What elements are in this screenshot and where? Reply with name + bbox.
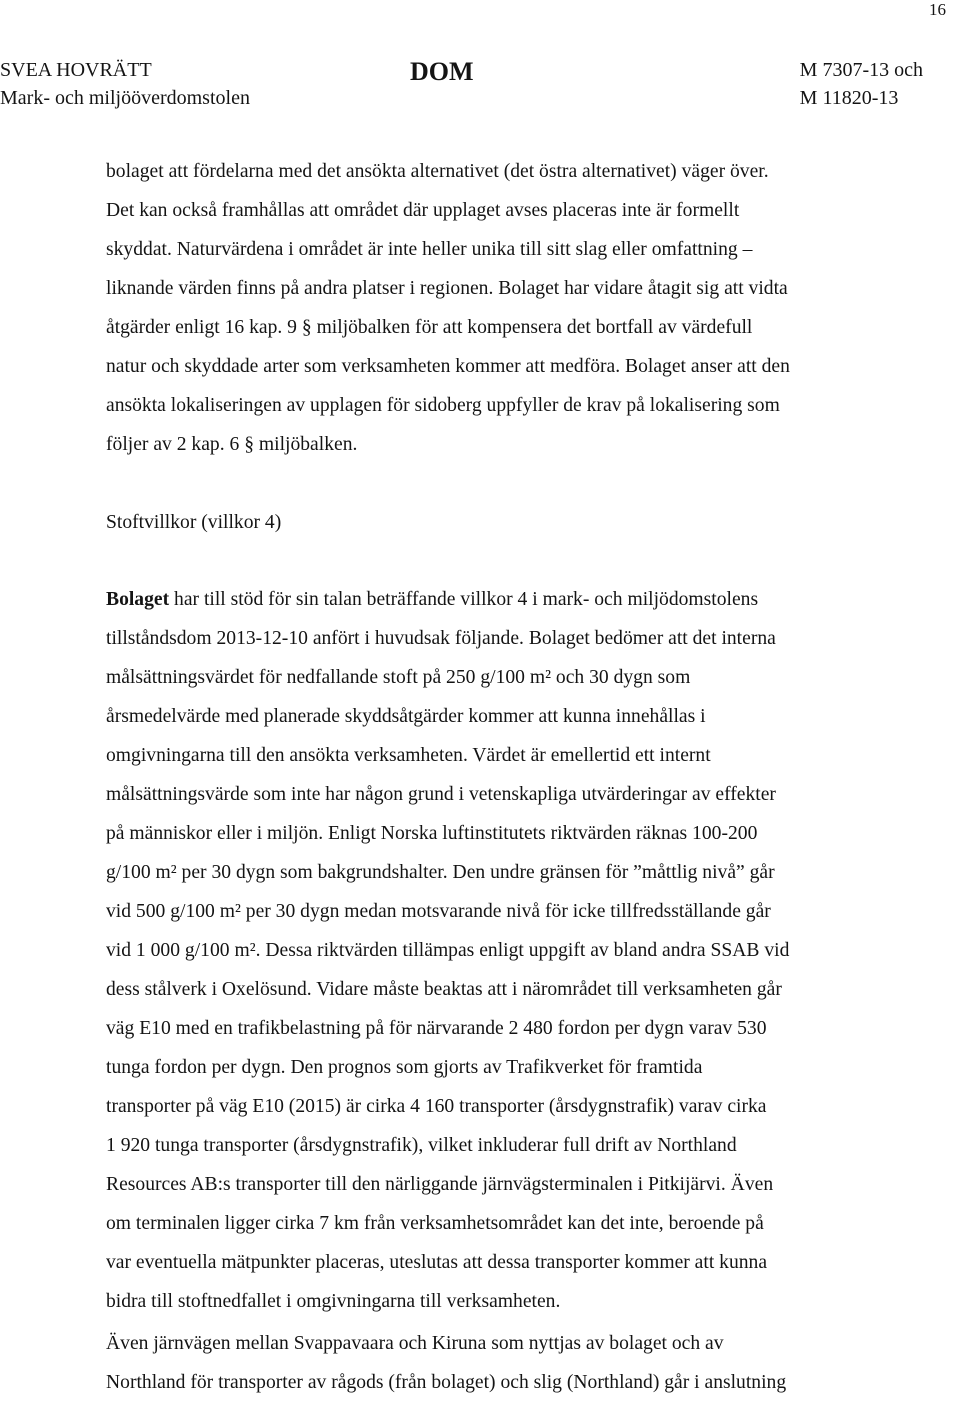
text-line: omgivningarna till den ansökta verksamheten. Värdet är emellertid ett internt <box>106 745 711 766</box>
court-name-line-1: SVEA HOVRÄTT <box>0 59 152 81</box>
case-number-line-2: M 11820-13 <box>799 87 899 109</box>
text-line: väg E10 med en trafikbelastning på för närvarande 2 480 fordon per dygn varav 530 <box>106 1018 767 1039</box>
text-line: årsmedelvärde med planerade skyddsåtgärder kommer att kunna innehållas i <box>106 706 706 727</box>
text-line: ansökta lokaliseringen av upplagen för sidoberg uppfyller de krav på lokalisering som <box>106 395 780 416</box>
text-line: natur och skyddade arter som verksamheten kommer att medföra. Bolaget anser att den <box>106 356 790 377</box>
court-name-line-2: Mark- och miljööverdomstolen <box>0 87 250 109</box>
text-line: Det kan också framhållas att området där upplaget avses placeras inte är formellt <box>106 200 740 221</box>
text-line: bidra till stoftnedfallet i omgivningarna till verksamheten. <box>106 1291 561 1312</box>
text-line: bolaget att fördelarna med det ansökta alternativet (det östra alternativet) väger över. <box>106 161 769 182</box>
text-line: Northland för transporter av rågods (från bolaget) och slig (Northland) går i anslutning <box>106 1372 787 1393</box>
text-line: tillståndsdom 2013-12-10 anfört i huvudsak följande. Bolaget bedömer att det interna <box>106 628 776 649</box>
text-line-rest: har till stöd för sin talan beträffande villkor 4 i mark- och miljödomstolens <box>169 589 759 610</box>
text-line: målsättningsvärde som inte har någon grund i vetenskapliga utvärderingar av effekter <box>106 784 776 805</box>
case-number <box>800 56 923 112</box>
text-line: åtgärder enligt 16 kap. 9 § miljöbalken för att kompensera det bortfall av värdefull <box>106 317 753 338</box>
text-line: dess stålverk i Oxelösund. Vidare måste beaktas att i närområdet till verksamheten går <box>106 979 782 1000</box>
section-heading: Stoftvillkor (villkor 4) <box>106 512 282 533</box>
text-line: 1 920 tunga transporter (årsdygnstrafik), vilket inkluderar full drift av Northland <box>106 1135 737 1156</box>
text-line: följer av 2 kap. 6 § miljöbalken. <box>106 434 358 455</box>
paragraph-2 <box>106 580 926 1321</box>
bold-lead-word: Bolaget <box>106 589 170 610</box>
text-line: liknande värden finns på andra platser i regionen. Bolaget har vidare åtagit sig att vidta <box>106 278 788 299</box>
text-line: på människor eller i miljön. Enligt Norska luftinstitutets riktvärden räknas 100-200 <box>106 823 758 844</box>
text-line: transporter på väg E10 (2015) är cirka 4 160 transporter (årsdygnstrafik) varav cirka <box>106 1096 767 1117</box>
document-type: DOM <box>410 57 474 86</box>
text-line: skyddat. Naturvärdena i området är inte heller unika till sitt slag eller omfattning – <box>106 239 753 260</box>
text-line: vid 500 g/100 m² per 30 dygn medan motsvarande nivå för icke tillfredsställande går <box>106 901 771 922</box>
paragraph-3 <box>106 1324 926 1402</box>
paragraph-1 <box>106 152 926 464</box>
text-line: g/100 m² per 30 dygn som bakgrundshalter. Den undre gränsen för ”måttlig nivå” går <box>106 862 775 883</box>
text-line: vid 1 000 g/100 m². Dessa riktvärden tillämpas enligt uppgift av bland andra SSAB vid <box>106 940 790 961</box>
text-line: målsättningsvärdet för nedfallande stoft på 250 g/100 m² och 30 dygn som <box>106 667 691 688</box>
text-line: var eventuella mätpunkter placeras, uteslutas att dessa transporter kommer att kunna <box>106 1252 768 1273</box>
text-line: tunga fordon per dygn. Den prognos som gjorts av Trafikverket för framtida <box>106 1057 703 1078</box>
text-line: Resources AB:s transporter till den närliggande järnvägsterminalen i Pitkijärvi. Även <box>106 1174 774 1195</box>
case-number-line-1: M 7307-13 och <box>799 59 923 81</box>
page-number: 16 <box>929 0 946 19</box>
court-name <box>0 56 250 112</box>
text-line: om terminalen ligger cirka 7 km från verksamhetsområdet kan det inte, beroende på <box>106 1213 764 1234</box>
text-line <box>106 580 926 619</box>
text-line: Även järnvägen mellan Svappavaara och Kiruna som nyttjas av bolaget och av <box>106 1333 724 1354</box>
